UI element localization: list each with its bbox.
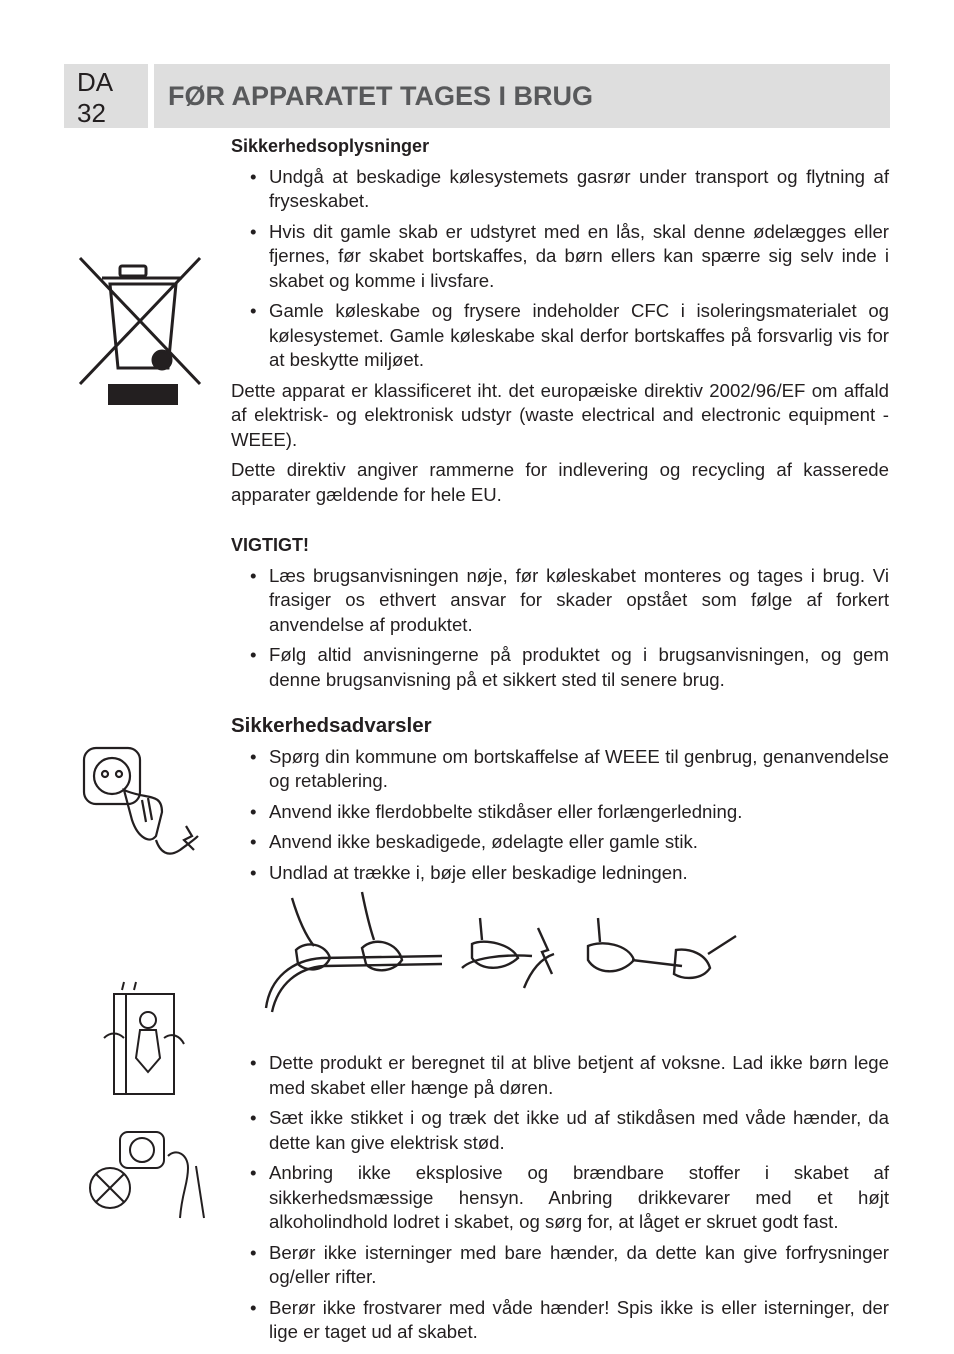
figure-spacer <box>231 885 889 1045</box>
page-number: 32 <box>77 98 106 128</box>
list-item: • Anbring ikke eksplosive og brændbare stoffer i skabet af sikkerhedsmæssige hensyn. Anbring drikkevarer med et højt alkoholindhold lodret i skabet, og sørg for, at låget er skruet godt fast. <box>231 1161 889 1235</box>
list-item: • Hvis dit gamle skab er udstyret med en lås, skal denne ødelægges eller fjernes, før skabet bortskaffes, da børn ellers kan spærre sig selv inde i skabet og komme i livsfare. <box>231 220 889 294</box>
list-item: • Berør ikke frostvarer med våde hænder! Spis ikke is eller isterninger, der lige er taget ud af skabet. <box>231 1296 889 1345</box>
list-item: • Følg altid anvisningerne på produktet og i brugsanvisningen, og gem denne brugsanvisning på et sikkert sted til senere brug. <box>231 643 889 692</box>
safety-info-list <box>231 165 889 373</box>
important-list <box>231 564 889 693</box>
list-item: • Berør ikke isterninger med bare hænder, da dette kan give forfrysninger og/eller rifter. <box>231 1241 889 1290</box>
page-title: FØR APPARATET TAGES I BRUG <box>168 81 593 111</box>
list-item: • Undgå at beskadige kølesystemets gasrør under transport og flytning af fryseskabet. <box>231 165 889 214</box>
list-item: • Gamle køleskabe og frysere indeholder CFC i isoleringsmaterialet og kølesystemet. Gamle køleskabe skal derfor bortskaffes på forsvarlig vis for at beskytte miljøet. <box>231 299 889 373</box>
main-content <box>231 130 889 1345</box>
safety-info-heading: Sikkerhedsoplysninger <box>231 136 430 156</box>
damaged-plug-icon <box>76 740 210 870</box>
list-item: • Undlad at trække i, bøje eller beskadige ledningen. <box>231 861 889 886</box>
list-item: • Anvend ikke flerdobbelte stikdåser eller forlængerledning. <box>231 800 889 825</box>
list-item: • Anvend ikke beskadigede, ødelagte eller gamle stik. <box>231 830 889 855</box>
weee-directive-paragraph: Dette apparat er klassificeret iht. det europæiske direktiv 2002/96/EF om affald af elektrisk- og elektronisk udstyr (waste electrical and electronic equipment - WEEE). <box>231 379 889 450</box>
important-heading: VIGTIGT! <box>231 535 309 555</box>
language-code: DA <box>77 67 114 97</box>
list-item: • Dette produkt er beregnet til at blive betjent af voksne. Lad ikke børn lege med skabet eller hænge på døren. <box>231 1051 889 1100</box>
warnings-list-b <box>231 1051 889 1345</box>
warnings-heading: Sikkerhedsadvarsler <box>231 714 432 737</box>
directive-scope-paragraph: Dette direktiv angiver rammerne for indlevering og recycling af kasserede apparater gældende for hele EU. <box>231 459 889 505</box>
list-item: • Spørg din kommune om bortskaffelse af WEEE til genbrug, genanvendelse og retablering. <box>231 745 889 794</box>
child-on-door-icon <box>96 980 192 1100</box>
wet-hands-plug-icon <box>84 1126 212 1222</box>
list-item: • Læs brugsanvisningen nøje, før køleskabet monteres og tages i brug. Vi frasiger os ethvert ansvar for skader opstået som følge af forkert anvendelse af produktet. <box>231 564 889 638</box>
header-bar <box>154 64 890 128</box>
weee-crossed-bin-icon <box>76 256 206 406</box>
page-tab <box>64 64 148 128</box>
list-item: • Sæt ikke stikket i og træk det ikke ud af stikdåsen med våde hænder, da dette kan give elektrisk stød. <box>231 1106 889 1155</box>
warnings-list-a <box>231 745 889 886</box>
